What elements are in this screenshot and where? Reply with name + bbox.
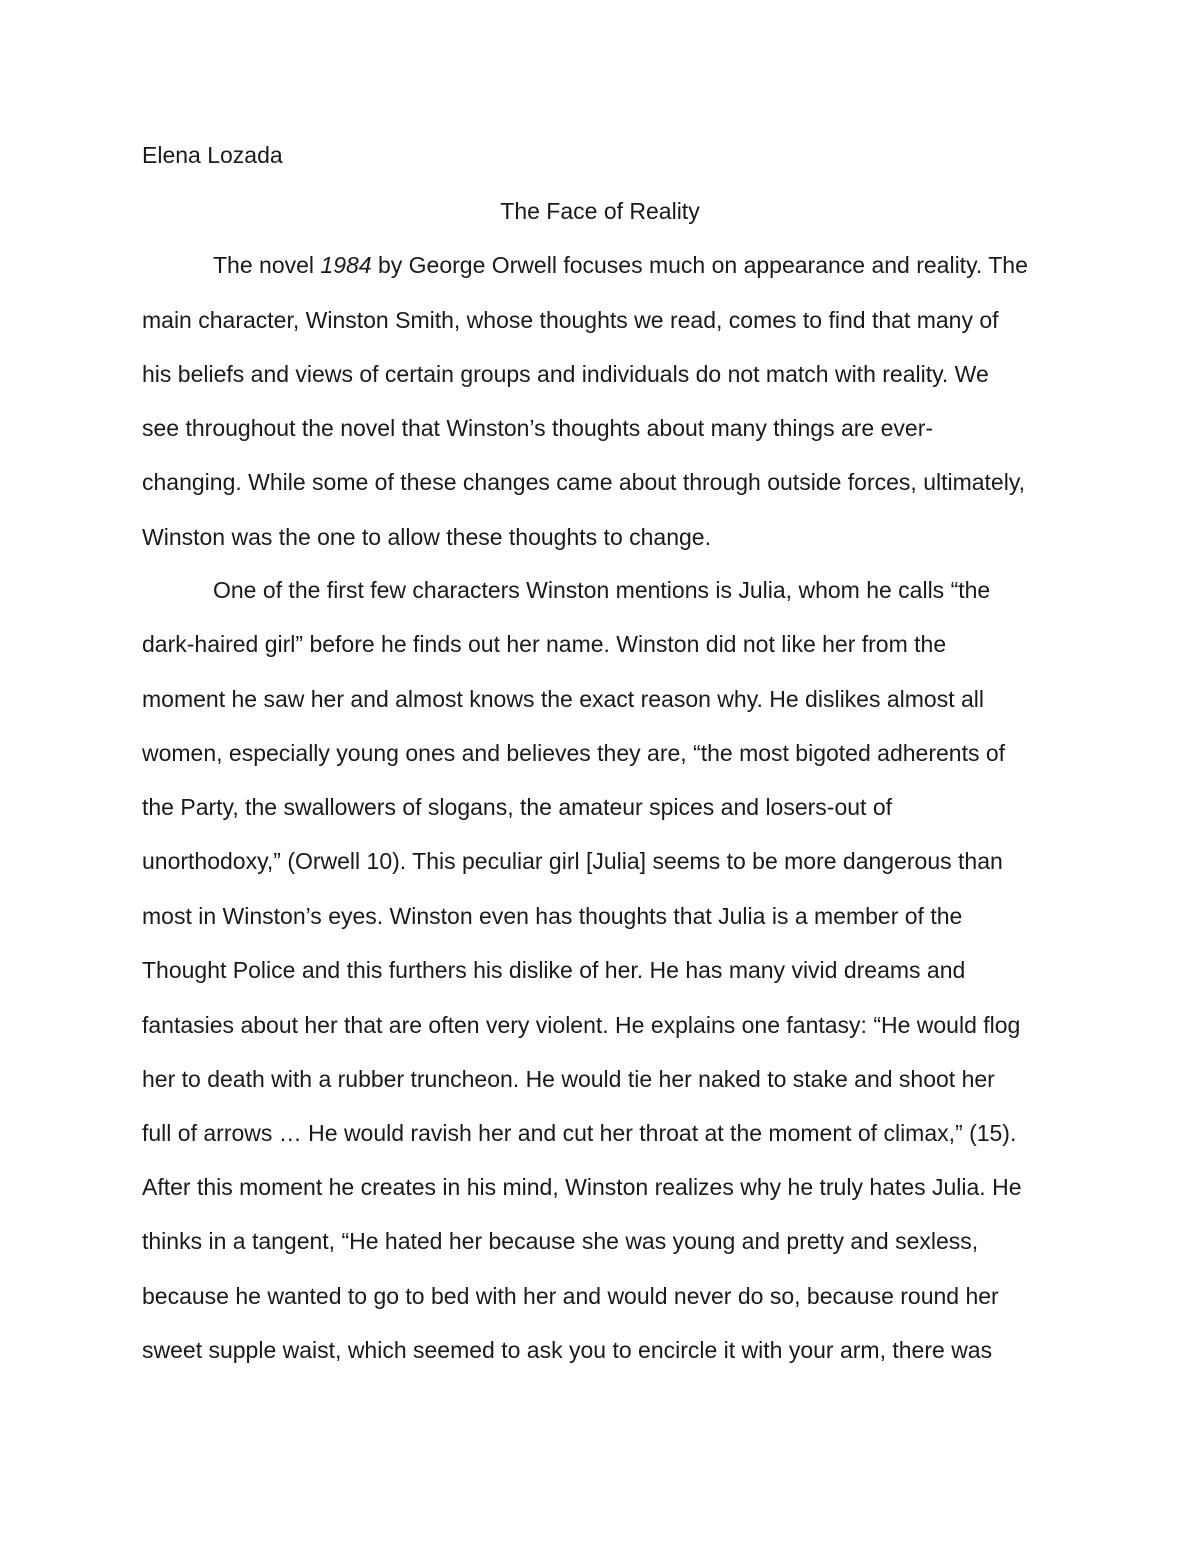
paragraph-line: changing. While some of these changes came about through outside forces, ultimately,	[142, 469, 1026, 495]
paragraph-line: fantasies about her that are often very violent. He explains one fantasy: “He would flog	[142, 1012, 1021, 1038]
paragraph-line: women, especially young ones and believes they are, “the most bigoted adherents of	[142, 740, 1006, 766]
author-name: Elena Lozada	[142, 142, 283, 168]
paragraph-line: One of the first few characters Winston mentions is Julia, whom he calls “the	[213, 577, 991, 603]
paragraph-line: full of arrows … He would ravish her and cut her throat at the moment of climax,” (15).	[142, 1120, 1017, 1146]
paragraph-line: dark-haired girl” before he finds out her name. Winston did not like her from the	[142, 631, 947, 657]
paragraph-line: see throughout the novel that Winston’s thoughts about many things are ever-	[142, 415, 934, 441]
line-text-pre: The novel	[213, 252, 321, 278]
line-text-post: by George Orwell focuses much on appearance and reality. The	[371, 252, 1028, 278]
paragraph-line: the Party, the swallowers of slogans, the amateur spices and losers-out of	[142, 794, 893, 820]
paragraph-line: thinks in a tangent, “He hated her because she was young and pretty and sexless,	[142, 1228, 979, 1254]
paragraph-line: sweet supple waist, which seemed to ask you to encircle it with your arm, there was	[142, 1337, 993, 1363]
paragraph-line: Thought Police and this furthers his dislike of her. He has many vivid dreams and	[142, 957, 966, 983]
paragraph-line: unorthodoxy,” (Orwell 10). This peculiar girl [Julia] seems to be more dangerous than	[142, 848, 1003, 874]
paragraph-line	[213, 250, 1028, 280]
paragraph-line: After this moment he creates in his mind, Winston realizes why he truly hates Julia. He	[142, 1174, 1022, 1200]
paragraph-line: most in Winston’s eyes. Winston even has thoughts that Julia is a member of the	[142, 903, 963, 929]
paragraph-line: main character, Winston Smith, whose thoughts we read, comes to find that many of	[142, 307, 999, 333]
paragraph-line: moment he saw her and almost knows the exact reason why. He dislikes almost all	[142, 686, 985, 712]
paragraph-line: his beliefs and views of certain groups and individuals do not match with reality. We	[142, 361, 989, 387]
book-title-italic: 1984	[320, 252, 372, 278]
essay-title: The Face of Reality	[500, 198, 700, 224]
paragraph-line: Winston was the one to allow these thoughts to change.	[142, 524, 711, 550]
paragraph-line: her to death with a rubber truncheon. He would tie her naked to stake and shoot her	[142, 1066, 995, 1092]
paragraph-line: because he wanted to go to bed with her and would never do so, because round her	[142, 1283, 999, 1309]
